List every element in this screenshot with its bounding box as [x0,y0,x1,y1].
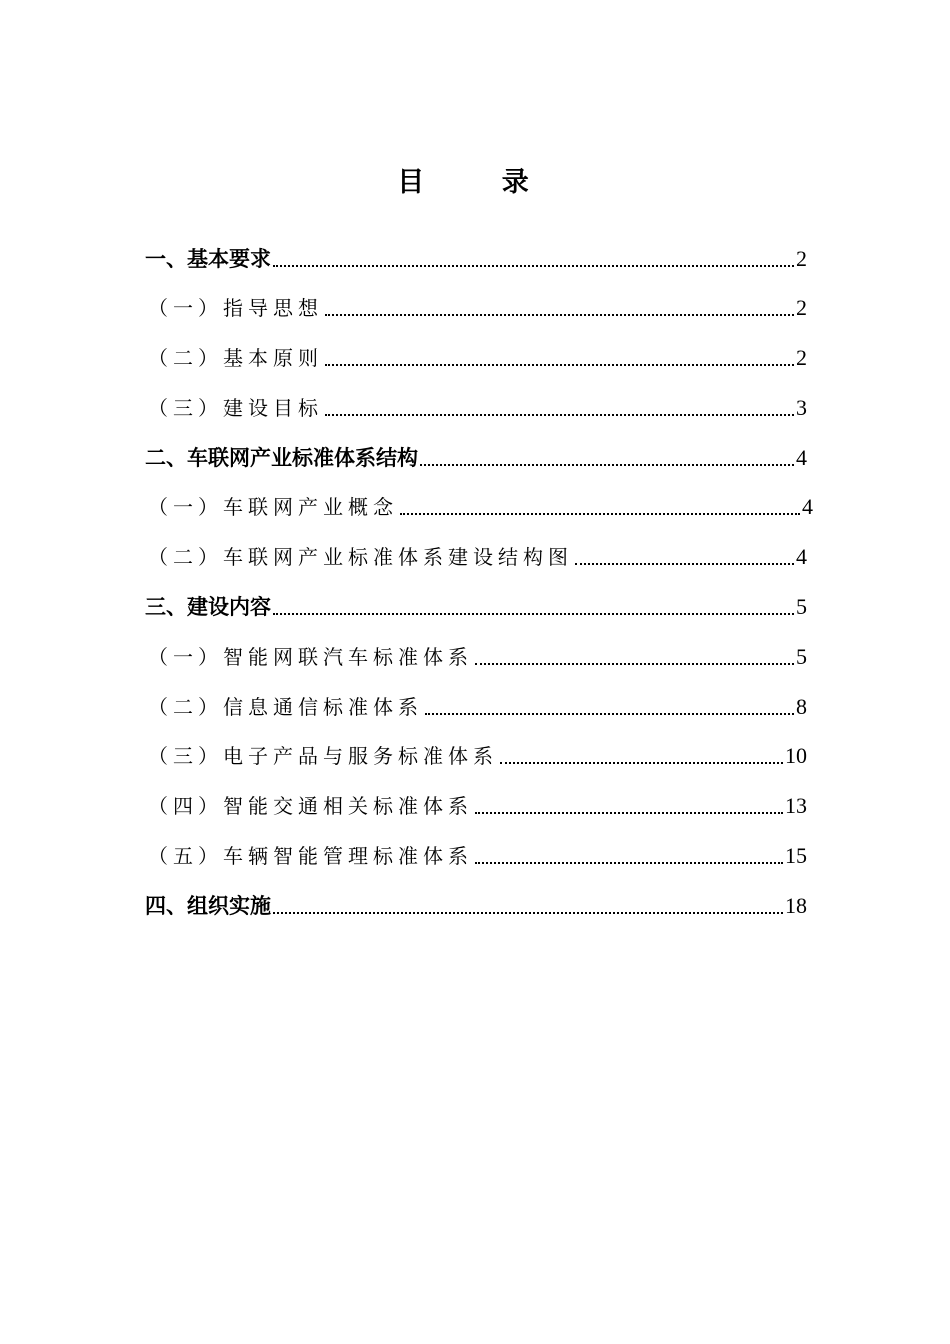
toc-entry[interactable] [145,592,807,622]
toc-entry-page: 15 [785,843,807,868]
dot-leader [475,862,783,864]
toc-entry[interactable] [148,791,807,821]
toc-entry-label: （四）智能交通相关标准体系 [148,794,473,818]
dot-leader [400,513,800,515]
toc-entry-label: （一）指导思想 [148,296,323,320]
toc-entry[interactable] [148,492,813,522]
toc-entry[interactable] [148,642,807,672]
toc-entry-page: 2 [796,345,807,370]
toc-entry-label: （三）电子产品与服务标准体系 [148,744,498,768]
toc-entry[interactable] [148,393,807,423]
toc-entry-page: 18 [785,893,807,918]
toc-entry[interactable] [148,841,807,871]
toc-entry[interactable] [148,293,807,323]
toc-entry[interactable] [145,891,807,921]
toc-entry-label: 四、组织实施 [145,894,271,918]
dot-leader [425,713,794,715]
dot-leader [325,414,794,416]
toc-entry-page: 4 [796,445,807,470]
dot-leader [325,364,794,366]
toc-title: 目 录 [397,167,563,198]
toc-entry[interactable] [148,741,807,771]
toc-entry[interactable] [148,343,807,373]
toc-entry[interactable] [148,692,807,722]
dot-leader [500,762,783,764]
dot-leader [273,912,783,914]
toc-entry-page: 13 [785,793,807,818]
toc-entry[interactable] [148,542,807,572]
toc-entry-label: （二）车联网产业标准体系建设结构图 [148,545,573,569]
toc-entry[interactable] [145,244,807,274]
toc-entry-page: 8 [796,694,807,719]
toc-entry-label: 三、建设内容 [145,595,271,619]
toc-entry-label: （一）车联网产业概念 [148,495,398,519]
toc-entry-page: 5 [796,644,807,669]
toc-entry-label: （二）信息通信标准体系 [148,695,423,719]
toc-entry-page: 2 [796,295,807,320]
toc-entry-label: 一、基本要求 [145,247,271,271]
toc-entry-label: （三）建设目标 [148,396,323,420]
toc-entry[interactable] [145,443,807,473]
toc-entry-page: 2 [796,246,807,271]
dot-leader [273,613,794,615]
dot-leader [575,563,794,565]
toc-entry-page: 3 [796,395,807,420]
toc-entry-label: （一）智能网联汽车标准体系 [148,645,473,669]
dot-leader [325,314,794,316]
toc-entry-label: （五）车辆智能管理标准体系 [148,844,473,868]
toc-entry-page: 10 [785,743,807,768]
toc-entry-page: 4 [796,544,807,569]
dot-leader [273,265,794,267]
dot-leader [475,663,794,665]
toc-entry-page: 4 [802,494,813,519]
toc-entry-page: 5 [796,594,807,619]
toc-entry-label: （二）基本原则 [148,346,323,370]
dot-leader [475,812,783,814]
toc-entry-label: 二、车联网产业标准体系结构 [145,446,418,470]
dot-leader [420,464,794,466]
